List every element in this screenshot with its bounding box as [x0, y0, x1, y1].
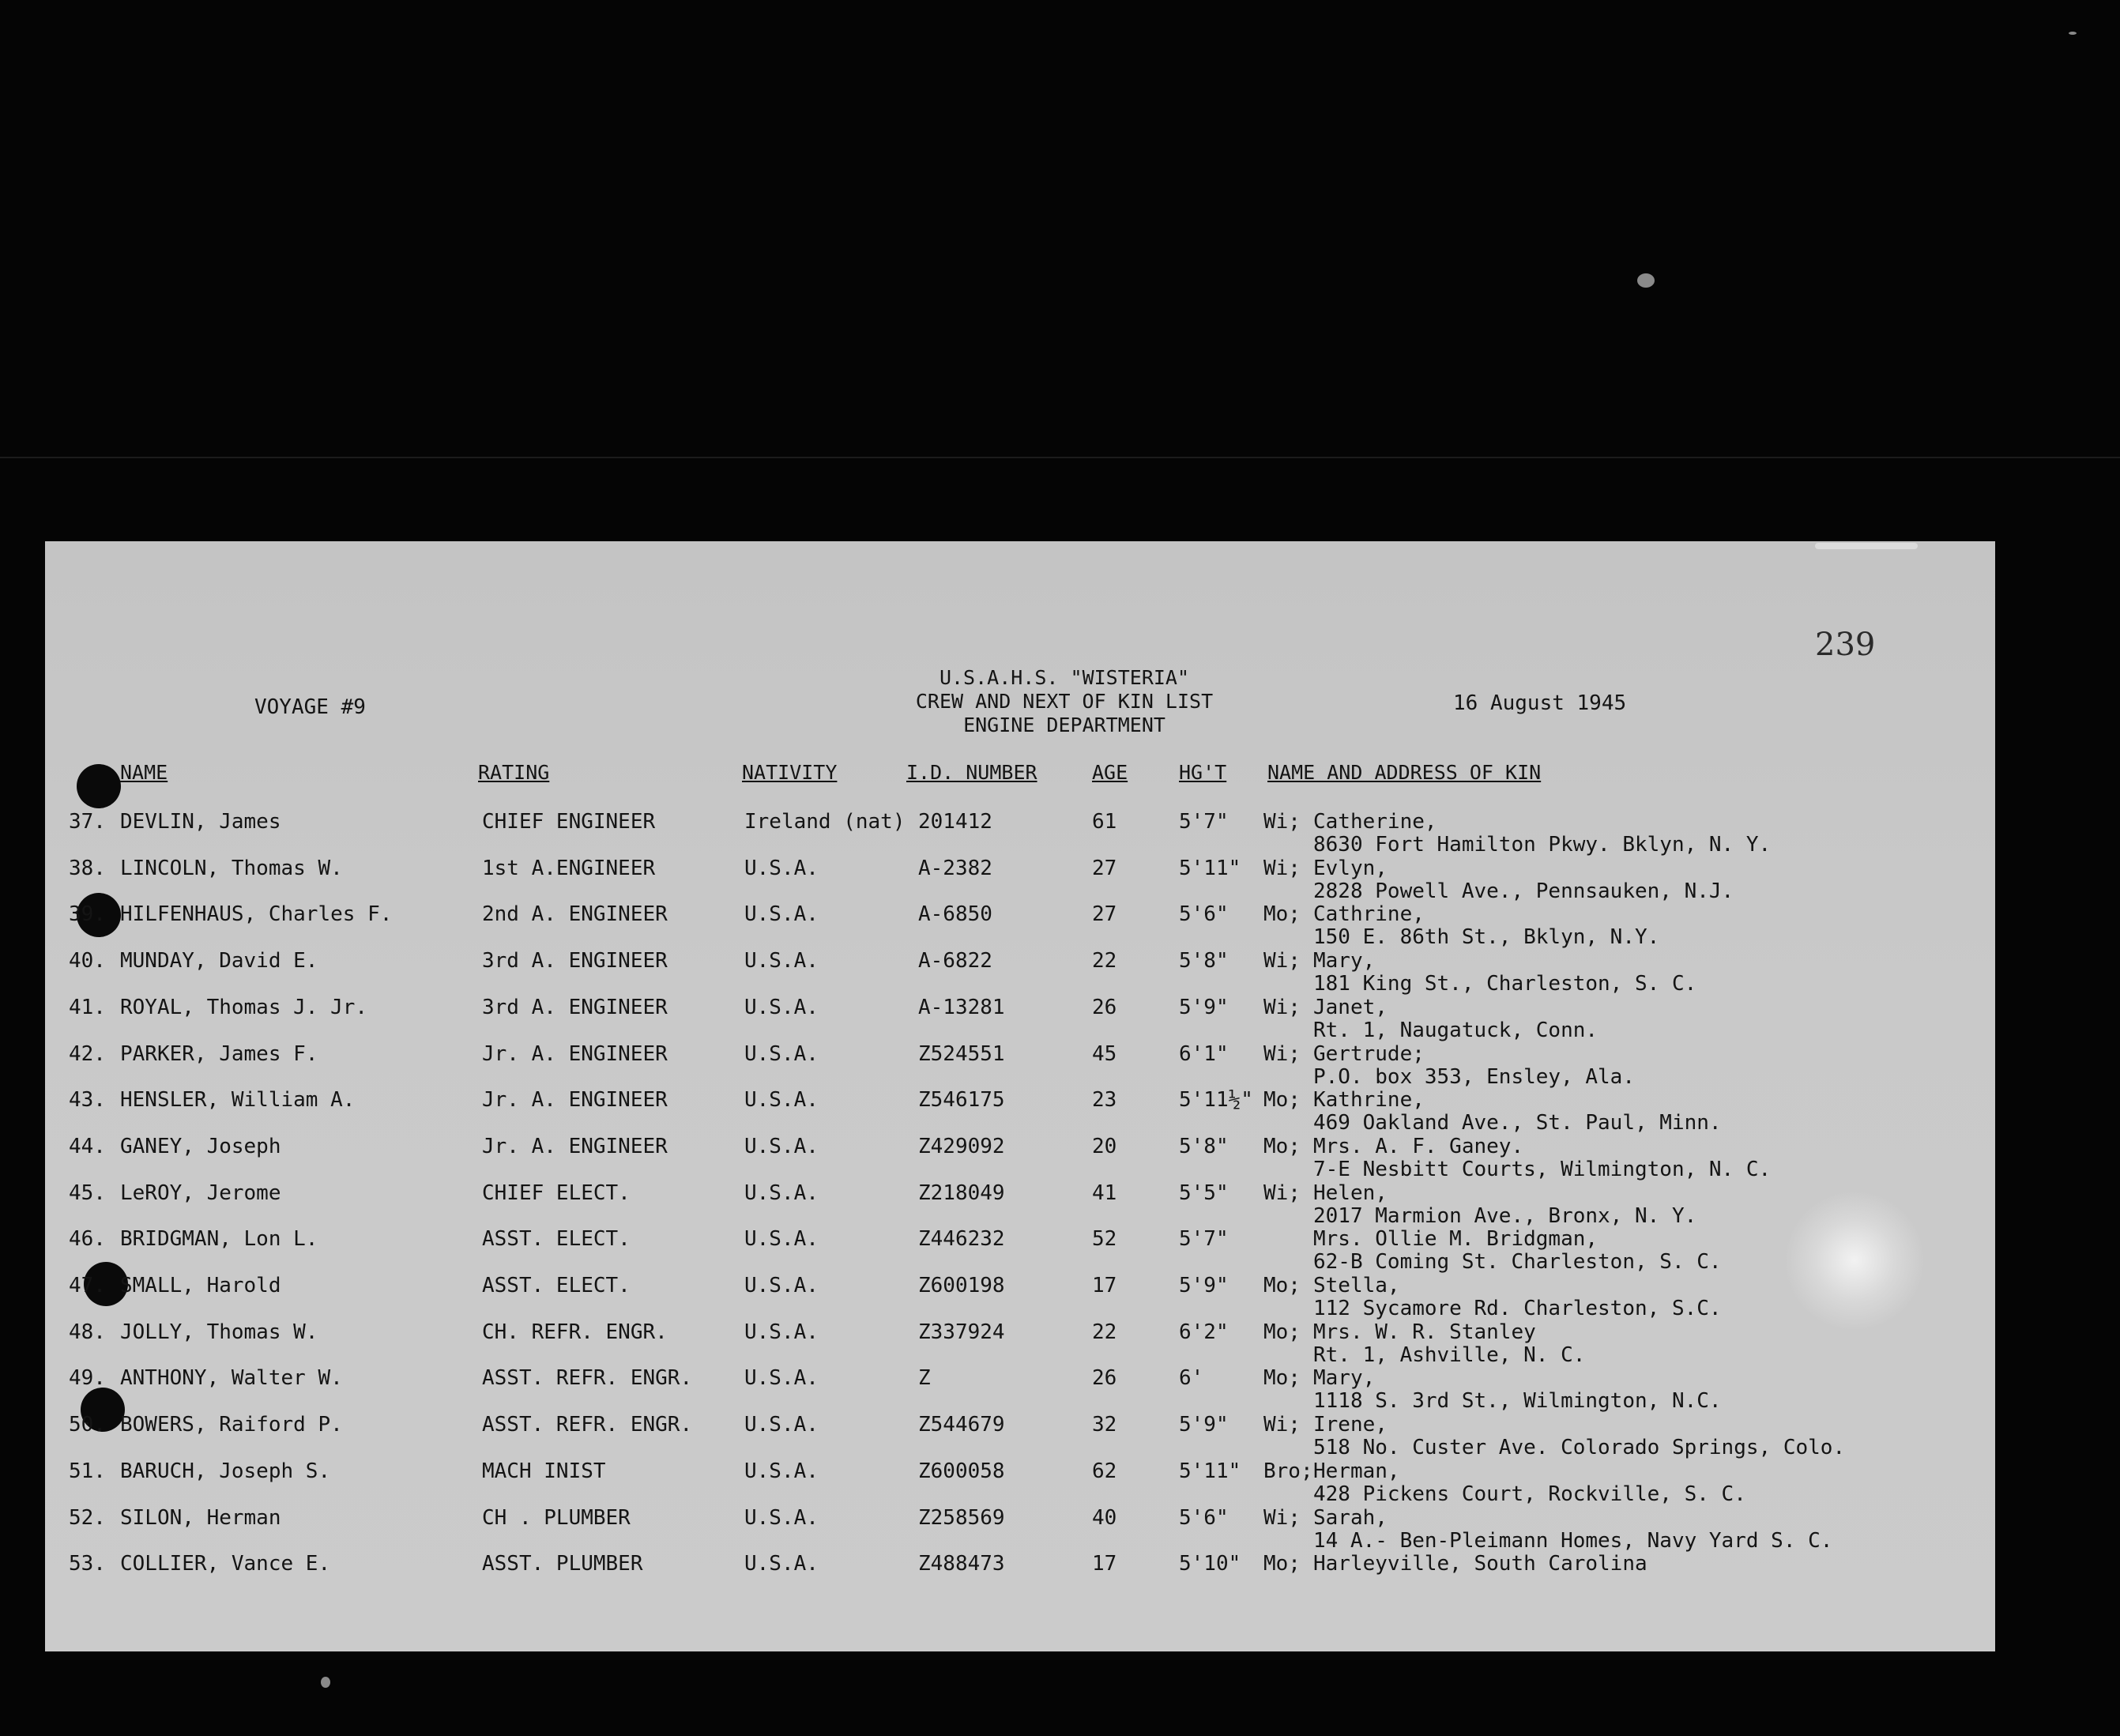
cell-kin-address: Rt. 1, Ashville, N. C.: [1313, 1342, 1586, 1367]
cell-id: 201412: [918, 810, 992, 834]
cell-age: 41: [1092, 1181, 1117, 1205]
cell-kin-name: Herman,: [1313, 1459, 1400, 1483]
cell-kin-address: 469 Oakland Ave., St. Paul, Minn.: [1313, 1111, 1722, 1135]
crew-row: [45, 1506, 1995, 1553]
cell-age: 17: [1092, 1274, 1117, 1297]
cell-id: Z524551: [918, 1041, 1005, 1066]
punch-hole: [77, 764, 121, 808]
cell-name: DEVLIN, James: [120, 810, 281, 834]
cell-age: 20: [1092, 1134, 1117, 1158]
voyage-label: VOYAGE #9: [254, 695, 366, 719]
cell-height: 5'5": [1179, 1181, 1229, 1205]
cell-rel: Wi;: [1263, 1505, 1301, 1530]
column-header-name: NAME: [120, 761, 168, 784]
cell-name: HILFENHAUS, Charles F.: [120, 902, 393, 927]
cell-nativity: U.S.A.: [744, 995, 819, 1019]
cell-nativity: U.S.A.: [744, 1088, 819, 1113]
cell-num: 46.: [69, 1227, 106, 1252]
cell-name: BRIDGMAN, Lon L.: [120, 1227, 318, 1252]
dust-speck: [2069, 32, 2077, 35]
cell-name: LeROY, Jerome: [120, 1181, 281, 1205]
cell-nativity: U.S.A.: [744, 1041, 819, 1066]
crew-row: [45, 1459, 1995, 1507]
crew-row: [45, 949, 1995, 996]
cell-kin-name: Gertrude;: [1313, 1041, 1425, 1066]
cell-kin-name: Janet,: [1313, 995, 1388, 1019]
cell-nativity: U.S.A.: [744, 1274, 819, 1297]
crew-row: [45, 810, 1995, 857]
cell-rating: CHIEF ENGINEER: [482, 810, 656, 834]
cell-age: 27: [1092, 856, 1117, 880]
cell-num: 47.: [69, 1274, 106, 1297]
cell-nativity: U.S.A.: [744, 902, 819, 927]
cell-num: 52.: [69, 1505, 106, 1530]
cell-height: 5'7": [1179, 1227, 1229, 1252]
cell-num: 49.: [69, 1366, 106, 1391]
cell-rating: ASST. REFR. ENGR.: [482, 1366, 693, 1391]
cell-rel: Mo;: [1263, 1134, 1301, 1158]
department-title: ENGINE DEPARTMENT: [963, 714, 1165, 736]
ship-name: U.S.A.H.S. "WISTERIA": [939, 666, 1190, 689]
cell-age: 23: [1092, 1088, 1117, 1113]
scan-artifact-line: [0, 457, 2120, 458]
cell-kin-name: Mrs. A. F. Ganey.: [1313, 1134, 1524, 1158]
cell-name: COLLIER, Vance E.: [120, 1552, 331, 1576]
cell-kin-name: Cathrine,: [1313, 902, 1425, 927]
cell-kin-name: Helen,: [1313, 1181, 1388, 1205]
cell-id: Z446232: [918, 1227, 1005, 1252]
cell-rel: Wi;: [1263, 949, 1301, 973]
cell-kin-address: 2017 Marmion Ave., Bronx, N. Y.: [1313, 1203, 1697, 1228]
cell-num: 53.: [69, 1552, 106, 1576]
cell-kin-name: Mary,: [1313, 1366, 1376, 1391]
cell-rating: CHIEF ELECT.: [482, 1181, 631, 1205]
cell-age: 45: [1092, 1041, 1117, 1066]
document-date: 16 August 1945: [1453, 691, 1627, 715]
cell-rating: 1st A.ENGINEER: [482, 856, 656, 880]
cell-nativity: U.S.A.: [744, 1227, 819, 1252]
cell-age: 22: [1092, 949, 1117, 973]
cell-height: 5'9": [1179, 995, 1229, 1019]
cell-num: 45.: [69, 1181, 106, 1205]
cell-rel: Mo;: [1263, 1552, 1301, 1576]
crew-row: [45, 902, 1995, 950]
cell-name: BARUCH, Joseph S.: [120, 1459, 331, 1483]
cell-id: A-2382: [918, 856, 992, 880]
cell-id: Z546175: [918, 1088, 1005, 1113]
cell-rating: CH . PLUMBER: [482, 1505, 631, 1530]
cell-name: SILON, Herman: [120, 1505, 281, 1530]
dust-speck: [1637, 273, 1655, 288]
cell-num: 51.: [69, 1459, 106, 1483]
cell-kin-address: 14 A.- Ben-Pleimann Homes, Navy Yard S. C.: [1313, 1528, 1833, 1553]
cell-id: A-6850: [918, 902, 992, 927]
cell-nativity: U.S.A.: [744, 949, 819, 973]
column-header-age: AGE: [1092, 761, 1128, 784]
cell-kin-name: Evlyn,: [1313, 856, 1388, 880]
column-header-id-number: I.D. NUMBER: [906, 761, 1037, 784]
cell-height: 5'7": [1179, 810, 1229, 834]
document-sheet: [45, 541, 1995, 1651]
crew-row: [45, 1413, 1995, 1460]
cell-nativity: U.S.A.: [744, 1552, 819, 1576]
cell-id: Z218049: [918, 1181, 1005, 1205]
column-header-nativity: NATIVITY: [742, 761, 838, 784]
cell-id: Z544679: [918, 1413, 1005, 1437]
cell-kin-address: 1118 S. 3rd St., Wilmington, N.C.: [1313, 1389, 1722, 1414]
cell-id: Z488473: [918, 1552, 1005, 1576]
cell-num: 40.: [69, 949, 106, 973]
cell-id: Z258569: [918, 1505, 1005, 1530]
cell-id: Z337924: [918, 1320, 1005, 1344]
cell-num: 37.: [69, 810, 106, 834]
cell-kin-name: Harleyville, South Carolina: [1313, 1552, 1647, 1576]
cell-kin-name: Stella,: [1313, 1274, 1400, 1297]
cell-rating: Jr. A. ENGINEER: [482, 1041, 668, 1066]
cell-kin-address: 8630 Fort Hamilton Pkwy. Bklyn, N. Y.: [1313, 833, 1772, 857]
cell-nativity: U.S.A.: [744, 1366, 819, 1391]
cell-name: ROYAL, Thomas J. Jr.: [120, 995, 368, 1019]
cell-age: 52: [1092, 1227, 1117, 1252]
cell-height: 5'8": [1179, 1134, 1229, 1158]
cell-age: 40: [1092, 1505, 1117, 1530]
cell-kin-name: Mary,: [1313, 949, 1376, 973]
cell-rating: 3rd A. ENGINEER: [482, 949, 668, 973]
cell-name: GANEY, Joseph: [120, 1134, 281, 1158]
cell-nativity: U.S.A.: [744, 1505, 819, 1530]
cell-rating: ASST. ELECT.: [482, 1274, 631, 1297]
cell-kin-name: Kathrine,: [1313, 1088, 1425, 1113]
cell-age: 32: [1092, 1413, 1117, 1437]
cell-height: 5'6": [1179, 902, 1229, 927]
cell-age: 26: [1092, 995, 1117, 1019]
cell-num: 42.: [69, 1041, 106, 1066]
cell-rating: CH. REFR. ENGR.: [482, 1320, 668, 1344]
cell-age: 61: [1092, 810, 1117, 834]
cell-kin-name: Sarah,: [1313, 1505, 1388, 1530]
cell-num: 38.: [69, 856, 106, 880]
cell-name: BOWERS, Raiford P.: [120, 1413, 343, 1437]
cell-rel: Mo;: [1263, 1088, 1301, 1113]
cell-rating: MACH INIST: [482, 1459, 606, 1483]
cell-kin-address: 181 King St., Charleston, S. C.: [1313, 972, 1697, 996]
cell-height: 5'6": [1179, 1505, 1229, 1530]
crew-row: [45, 1135, 1995, 1182]
cell-id: A-6822: [918, 949, 992, 973]
cell-num: 39.: [69, 902, 106, 927]
cell-height: 5'8": [1179, 949, 1229, 973]
cell-age: 27: [1092, 902, 1117, 927]
cell-id: Z429092: [918, 1134, 1005, 1158]
cell-kin-address: 112 Sycamore Rd. Charleston, S.C.: [1313, 1297, 1722, 1320]
cell-kin-name: Mrs. Ollie M. Bridgman,: [1313, 1227, 1598, 1252]
cell-height: 6'2": [1179, 1320, 1229, 1344]
cell-name: HENSLER, William A.: [120, 1088, 356, 1113]
cell-height: 6': [1179, 1366, 1204, 1391]
cell-height: 5'10": [1179, 1552, 1241, 1576]
cell-rating: ASST. REFR. ENGR.: [482, 1413, 693, 1437]
list-title: CREW AND NEXT OF KIN LIST: [915, 690, 1214, 713]
cell-rel: Bro;: [1263, 1459, 1313, 1483]
cell-age: 22: [1092, 1320, 1117, 1344]
cell-nativity: U.S.A.: [744, 1134, 819, 1158]
crew-row: [45, 1320, 1995, 1368]
cell-name: SMALL, Harold: [120, 1274, 281, 1297]
cell-rel: Wi;: [1263, 856, 1301, 880]
cell-nativity: U.S.A.: [744, 1459, 819, 1483]
cell-id: Z: [918, 1366, 931, 1391]
cell-name: ANTHONY, Walter W.: [120, 1366, 343, 1391]
cell-rating: 3rd A. ENGINEER: [482, 995, 668, 1019]
cell-nativity: U.S.A.: [744, 1181, 819, 1205]
cell-rel: Wi;: [1263, 1181, 1301, 1205]
cell-rel: Mo;: [1263, 1320, 1301, 1344]
cell-kin-address: P.O. box 353, Ensley, Ala.: [1313, 1064, 1635, 1089]
cell-num: 44.: [69, 1134, 106, 1158]
cell-kin-name: Mrs. W. R. Stanley: [1313, 1320, 1536, 1344]
cell-age: 26: [1092, 1366, 1117, 1391]
cell-height: 5'11": [1179, 856, 1241, 880]
cell-height: 6'1": [1179, 1041, 1229, 1066]
cell-rel: Mo;: [1263, 1274, 1301, 1297]
cell-kin-address: 428 Pickens Court, Rockville, S. C.: [1313, 1482, 1746, 1506]
crew-row: [45, 1088, 1995, 1135]
cell-id: Z600198: [918, 1274, 1005, 1297]
crew-row: [45, 1181, 1995, 1229]
cell-age: 62: [1092, 1459, 1117, 1483]
cell-num: 50.: [69, 1413, 106, 1437]
cell-rating: 2nd A. ENGINEER: [482, 902, 668, 927]
cell-height: 5'9": [1179, 1274, 1229, 1297]
crew-row: [45, 1552, 1995, 1599]
cell-age: 17: [1092, 1552, 1117, 1576]
cell-num: 48.: [69, 1320, 106, 1344]
cell-id: Z600058: [918, 1459, 1005, 1483]
dust-speck: [321, 1677, 330, 1688]
page-number: 239: [1815, 627, 1876, 663]
crew-row: [45, 1366, 1995, 1414]
cell-height: 5'9": [1179, 1413, 1229, 1437]
cell-kin-address: 150 E. 86th St., Bklyn, N.Y.: [1313, 925, 1660, 950]
cell-kin-name: Irene,: [1313, 1413, 1388, 1437]
cell-rel: Mo;: [1263, 902, 1301, 927]
cell-name: JOLLY, Thomas W.: [120, 1320, 318, 1344]
cell-height: 5'11": [1179, 1459, 1241, 1483]
column-header-kin: NAME AND ADDRESS OF KIN: [1267, 761, 1542, 784]
crew-row: [45, 857, 1995, 904]
cell-kin-address: 7-E Nesbitt Courts, Wilmington, N. C.: [1313, 1157, 1772, 1181]
cell-nativity: U.S.A.: [744, 1320, 819, 1344]
sheet-highlight: [1815, 543, 1918, 549]
cell-nativity: Ireland (nat): [744, 810, 906, 834]
cell-id: A-13281: [918, 995, 1005, 1019]
cell-kin-address: 2828 Powell Ave., Pennsauken, N.J.: [1313, 879, 1734, 903]
cell-rating: ASST. PLUMBER: [482, 1552, 643, 1576]
cell-rel: Wi;: [1263, 995, 1301, 1019]
cell-rel: Mo;: [1263, 1366, 1301, 1391]
cell-nativity: U.S.A.: [744, 1413, 819, 1437]
crew-row: [45, 1042, 1995, 1090]
crew-row: [45, 996, 1995, 1043]
cell-name: PARKER, James F.: [120, 1041, 318, 1066]
cell-height: 5'11½": [1179, 1088, 1253, 1113]
crew-row: [45, 1227, 1995, 1275]
column-header-height: HG'T: [1179, 761, 1227, 784]
column-header-rating: RATING: [478, 761, 550, 784]
cell-num: 41.: [69, 995, 106, 1019]
cell-name: LINCOLN, Thomas W.: [120, 856, 343, 880]
cell-kin-address: 62-B Coming St. Charleston, S. C.: [1313, 1250, 1722, 1275]
cell-rating: Jr. A. ENGINEER: [482, 1088, 668, 1113]
cell-rating: ASST. ELECT.: [482, 1227, 631, 1252]
cell-rating: Jr. A. ENGINEER: [482, 1134, 668, 1158]
cell-nativity: U.S.A.: [744, 856, 819, 880]
cell-name: MUNDAY, David E.: [120, 949, 318, 973]
crew-row: [45, 1274, 1995, 1321]
cell-rel: Wi;: [1263, 1413, 1301, 1437]
cell-rel: Wi;: [1263, 810, 1301, 834]
cell-rel: Wi;: [1263, 1041, 1301, 1066]
cell-kin-address: 518 No. Custer Ave. Colorado Springs, Colo.: [1313, 1436, 1846, 1460]
cell-num: 43.: [69, 1088, 106, 1113]
cell-kin-name: Catherine,: [1313, 810, 1437, 834]
cell-kin-address: Rt. 1, Naugatuck, Conn.: [1313, 1018, 1598, 1042]
